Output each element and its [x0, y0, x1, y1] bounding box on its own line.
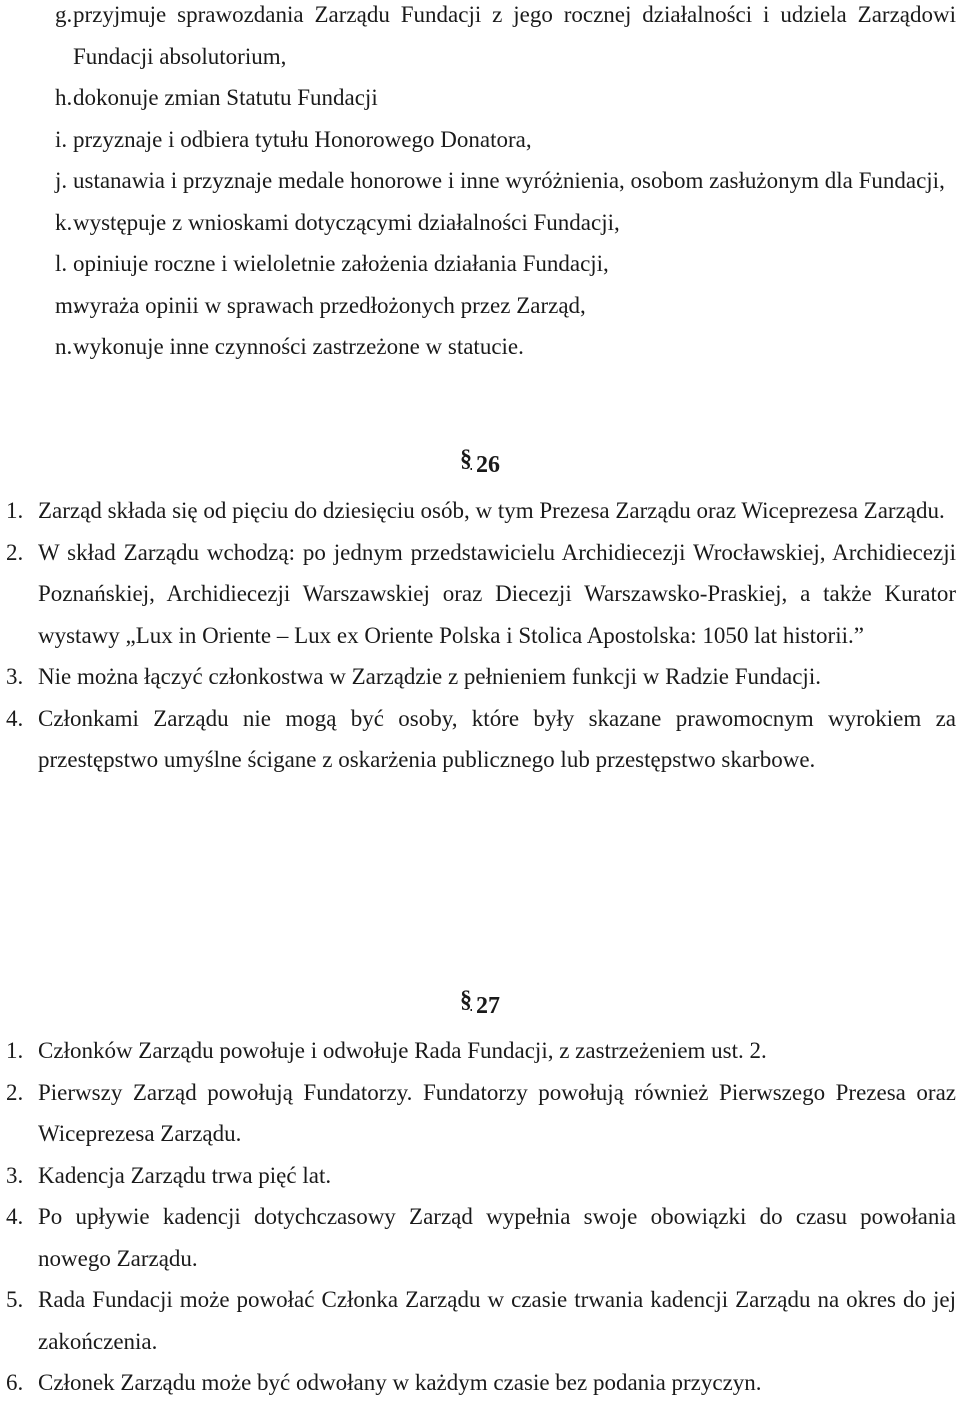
- list-item-marker: j.: [55, 168, 68, 193]
- list-item-text: opiniuje roczne i wieloletnie założenia działania Fundacji,: [73, 251, 609, 276]
- list-item: [0, 243, 960, 285]
- numbered-paragraph: [0, 532, 960, 657]
- list-item-text: występuje z wnioskami dotyczącymi działalności Fundacji,: [73, 209, 620, 235]
- paragraph-text: Członek Zarządu może być odwołany w każdym czasie bez podania przyczyn.: [38, 1370, 762, 1395]
- section-27-paragraphs: [0, 1030, 960, 1404]
- paragraph-number: 2.: [6, 1079, 24, 1105]
- paragraph-number: 5.: [6, 1287, 24, 1312]
- section-26-paragraphs: [0, 490, 960, 781]
- section-number: 26: [476, 452, 500, 478]
- paragraph-text: Zarząd składa się od pięciu do dziesięciu osób, w tym Prezesa Zarządu oraz Wiceprezesa Zarządu.: [38, 498, 945, 523]
- list-item: [0, 77, 960, 119]
- list-item-marker: i.: [55, 126, 68, 152]
- list-item-text: wykonuje inne czynności zastrzeżone w statucie.: [73, 334, 524, 359]
- paragraph-text: Po upływie kadencji dotychczasowy Zarząd wypełnia swoje obowiązki do czasu powołania nowego Zarządu.: [38, 1204, 956, 1271]
- numbered-paragraph: [0, 490, 960, 532]
- section-sign: §: [460, 446, 472, 472]
- paragraph-number: 3.: [6, 664, 24, 689]
- list-item-marker: k.: [55, 209, 73, 235]
- paragraph-text: W skład Zarządu wchodzą: po jednym przedstawicielu Archidiecezji Wrocławskiej, Archidiecezji Poznańskiej, Archidiecezji Warszawskiej oraz Diecezji Warszawsko-Praskiej, a także Kurator wystawy „Lux in Oriente – Lux ex Oriente Polska i Stolica Apostolska: 1050 lat historii.”: [38, 539, 956, 648]
- list-item-marker: l.: [55, 251, 68, 276]
- section-heading-26: [0, 446, 960, 479]
- section-heading-27: [0, 987, 960, 1020]
- paragraph-number: 1.: [6, 498, 24, 523]
- paragraph-number: 4.: [6, 705, 24, 731]
- numbered-paragraph: [0, 1362, 960, 1404]
- numbered-paragraph: [0, 698, 960, 781]
- section-number: 27: [476, 993, 500, 1019]
- list-item-marker: g.: [55, 2, 73, 27]
- paragraph-text: Rada Fundacji może powołać Członka Zarządu w czasie trwania kadencji Zarządu na okres do jej zakończenia.: [38, 1287, 956, 1354]
- list-item-text: przyznaje i odbiera tytułu Honorowego Donatora,: [73, 126, 532, 152]
- list-item: [0, 285, 960, 327]
- list-item-text: wyraża opinii w sprawach przedłożonych przez Zarząd,: [73, 292, 586, 318]
- list-item: [0, 119, 960, 161]
- numbered-paragraph: [0, 1030, 960, 1072]
- paragraph-number: 6.: [6, 1370, 24, 1395]
- paragraph-number: 1.: [6, 1038, 24, 1063]
- list-item: [0, 326, 960, 368]
- list-item-marker: n.: [55, 334, 73, 359]
- numbered-paragraph: [0, 1196, 960, 1279]
- list-item-text: dokonuje zmian Statutu Fundacji: [73, 85, 378, 110]
- paragraph-text: Członków Zarządu powołuje i odwołuje Rada Fundacji, z zastrzeżeniem ust. 2.: [38, 1038, 767, 1063]
- list-item-text: przyjmuje sprawozdania Zarządu Fundacji z jego rocznej działalności i udziela Zarządowi Fundacji absolutorium,: [73, 2, 956, 69]
- numbered-paragraph: [0, 656, 960, 698]
- numbered-paragraph: [0, 1279, 960, 1362]
- paragraph-number: 4.: [6, 1204, 24, 1229]
- numbered-paragraph: [0, 1072, 960, 1155]
- paragraph-number: 3.: [6, 1162, 24, 1188]
- list-item-marker: m.: [55, 292, 79, 318]
- list-item-text: ustanawia i przyznaje medale honorowe i inne wyróżnienia, osobom zasłużonym dla Fundacji,: [73, 168, 945, 193]
- paragraph-text: Kadencja Zarządu trwa pięć lat.: [38, 1162, 332, 1188]
- subitem-list: [0, 0, 960, 368]
- numbered-paragraph: [0, 1155, 960, 1197]
- section-sign: §: [460, 987, 472, 1013]
- paragraph-number: 2.: [6, 539, 24, 565]
- paragraph-text: Pierwszy Zarząd powołują Fundatorzy. Fundatorzy powołują również Pierwszego Prezesa oraz Wiceprezesa Zarządu.: [38, 1079, 956, 1146]
- list-item-marker: h.: [55, 85, 73, 110]
- list-item: [0, 160, 960, 202]
- list-item: [0, 202, 960, 244]
- list-item: [0, 0, 960, 77]
- paragraph-text: Członkami Zarządu nie mogą być osoby, które były skazane prawomocnym wyrokiem za przestępstwo umyślne ścigane z oskarżenia publicznego lub przestępstwo skarbowe.: [38, 705, 956, 772]
- paragraph-text: Nie można łączyć członkostwa w Zarządzie z pełnieniem funkcji w Radzie Fundacji.: [38, 664, 821, 689]
